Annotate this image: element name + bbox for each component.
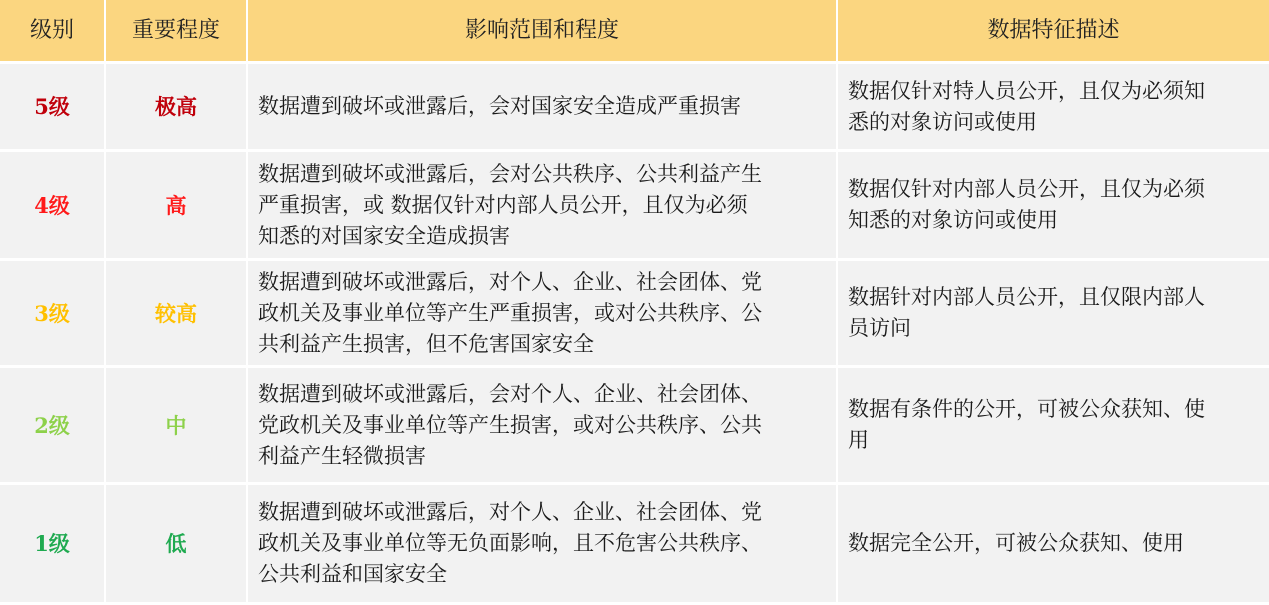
row-level: 4级 xyxy=(0,152,106,261)
row-level: 2级 xyxy=(0,368,106,485)
row-importance: 高 xyxy=(106,152,248,261)
header-feature: 数据特征描述 xyxy=(838,0,1269,64)
row-importance: 低 xyxy=(106,485,248,605)
row-importance: 极高 xyxy=(106,64,248,152)
row-impact: 数据遭到破坏或泄露后，对个人、企业、社会团体、党 政机关及事业单位等产生严重损害，或对公共秩序、公 共利益产生损害，但不危害国家安全 xyxy=(248,261,838,368)
row-impact: 数据遭到破坏或泄露后，对个人、企业、社会团体、党 政机关及事业单位等无负面影响，且不危害公共秩序、 公共利益和国家安全 xyxy=(248,485,838,605)
header-importance: 重要程度 xyxy=(106,0,248,64)
row-impact: 数据遭到破坏或泄露后，会对国家安全造成严重损害 xyxy=(248,64,838,152)
row-importance: 中 xyxy=(106,368,248,485)
row-impact: 数据遭到破坏或泄露后，会对个人、企业、社会团体、 党政机关及事业单位等产生损害，或对公共秩序、公共 利益产生轻微损害 xyxy=(248,368,838,485)
row-feature: 数据针对内部人员公开，且仅限内部人 员访问 xyxy=(838,261,1269,368)
row-importance: 较高 xyxy=(106,261,248,368)
row-feature: 数据完全公开，可被公众获知、使用 xyxy=(838,485,1269,605)
row-impact: 数据遭到破坏或泄露后，会对公共秩序、公共利益产生 严重损害，或 数据仅针对内部人员公开，且仅为必须 知悉的对国家安全造成损害 xyxy=(248,152,838,261)
row-feature: 数据仅针对特人员公开，且仅为必须知 悉的对象访问或使用 xyxy=(838,64,1269,152)
header-impact: 影响范围和程度 xyxy=(248,0,838,64)
row-level: 3级 xyxy=(0,261,106,368)
row-level: 5级 xyxy=(0,64,106,152)
row-level: 1级 xyxy=(0,485,106,605)
header-level: 级别 xyxy=(0,0,106,64)
row-feature: 数据仅针对内部人员公开，且仅为必须 知悉的对象访问或使用 xyxy=(838,152,1269,261)
row-feature: 数据有条件的公开，可被公众获知、使 用 xyxy=(838,368,1269,485)
